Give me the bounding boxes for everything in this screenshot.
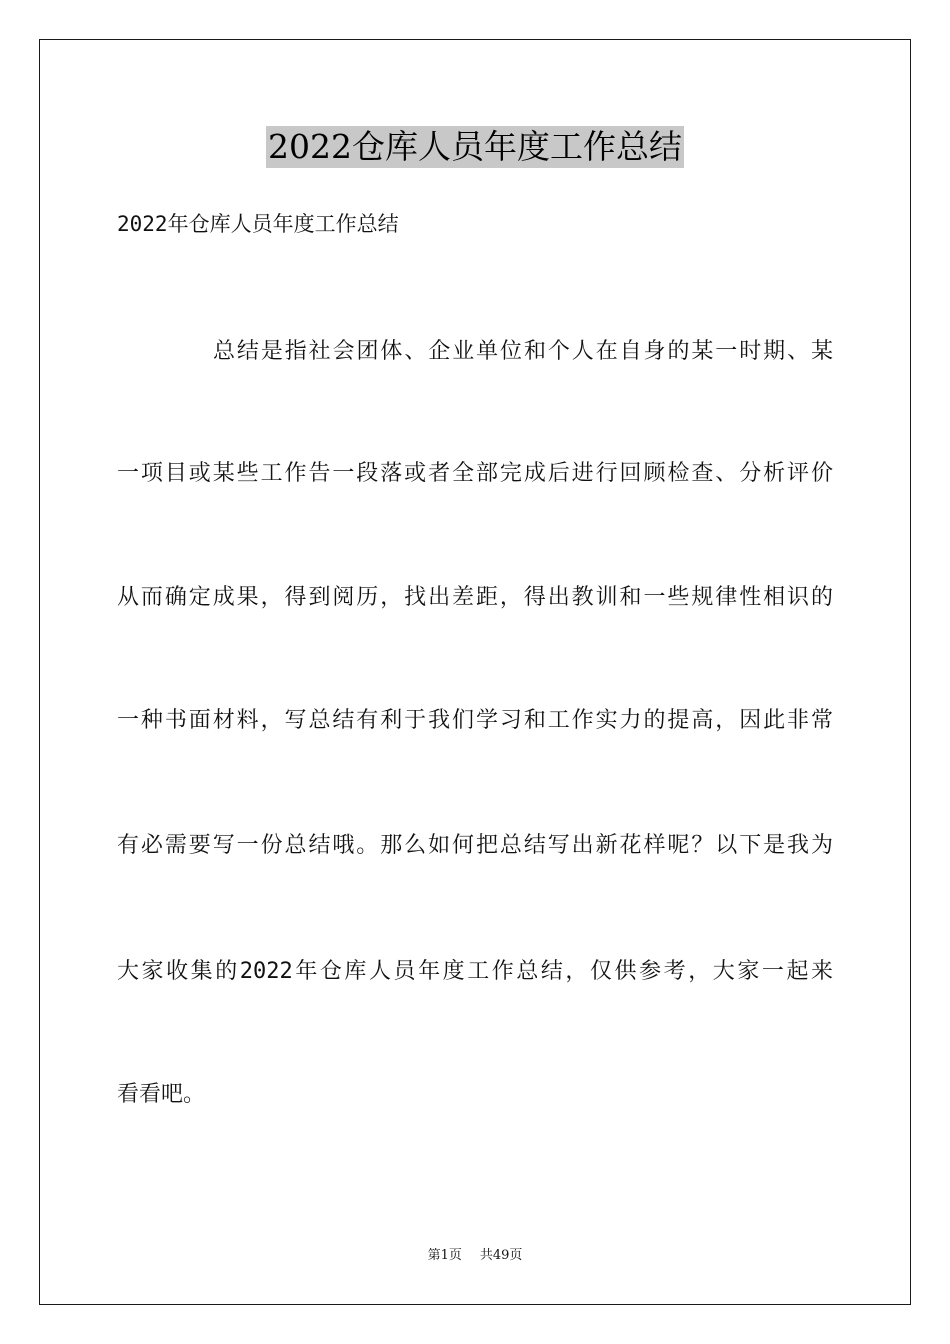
title-container — [0, 126, 950, 168]
page-number: 第1页 — [427, 1248, 462, 1263]
page-total: 共49页 — [479, 1248, 523, 1263]
paragraph-line: 从而确定成果，得到阅历，找出差距，得出教训和一些规律性相识的 — [117, 585, 833, 610]
page-footer — [0, 1247, 950, 1265]
paragraph-line: 一项目或某些工作告一段落或者全部完成后进行回顾检查、分析评价 — [117, 461, 833, 486]
paragraph-line: 一种书面材料，写总结有利于我们学习和工作实力的提高，因此非常 — [117, 708, 833, 733]
paragraph-line: 看看吧。 — [117, 1082, 206, 1107]
document-title: 2022仓库人员年度工作总结 — [268, 127, 682, 166]
paragraph-line: 有必需要写一份总结哦。那么如何把总结写出新花样呢？以下是我为 — [117, 833, 833, 858]
paragraph-line: 总结是指社会团体、企业单位和个人在自身的某一时期、某 — [213, 339, 833, 364]
document-subtitle: 2022年仓库人员年度工作总结 — [117, 212, 399, 236]
paragraph-line: 大家收集的2022年仓库人员年度工作总结，仅供参考，大家一起来 — [117, 959, 833, 984]
